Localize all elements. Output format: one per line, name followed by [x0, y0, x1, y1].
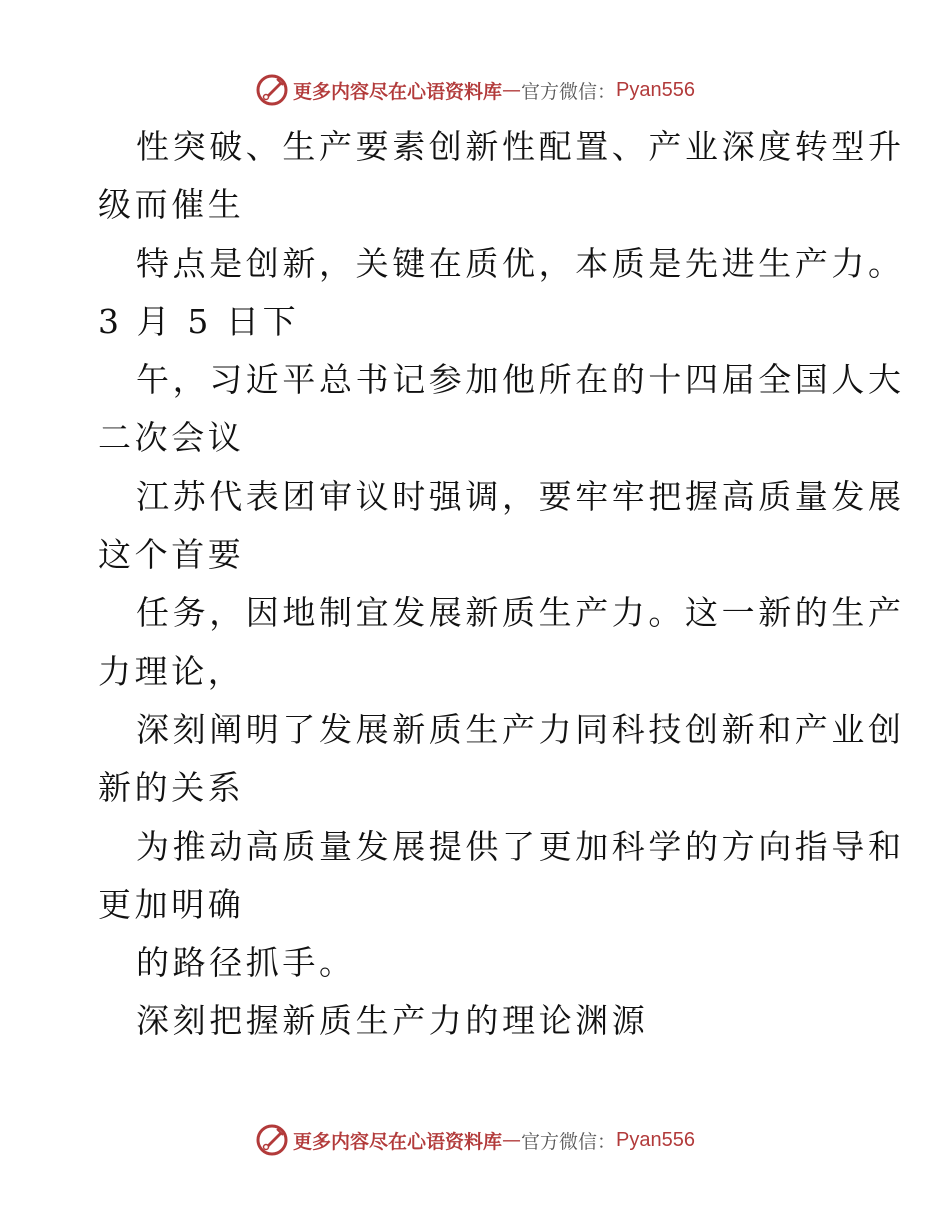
text-line: 午，习近平总书记参加他所在的十四届全国人大	[136, 360, 905, 400]
banner-wechat-id: Pyan556	[616, 1128, 695, 1151]
banner-separator: —	[502, 79, 522, 101]
text-line: 深刻阐明了发展新质生产力同科技创新和产业创	[136, 709, 905, 749]
banner-wechat-label: 官方微信：	[521, 1130, 617, 1153]
banner-site-text: 更多内容尽在心语资料库	[293, 80, 503, 103]
text-line: 更加明确	[98, 884, 245, 924]
document-body	[98, 118, 905, 1051]
text-line: 性突破、生产要素创新性配置、产业深度转型升	[136, 127, 905, 166]
text-line: 为推动高质量发展提供了更加科学的方向指导和	[136, 826, 905, 866]
text-line: 深刻把握新质生产力的理论渊源	[136, 1001, 649, 1041]
text-line: 江苏代表团审议时强调，要牢牢把握高质量发展	[136, 476, 905, 516]
text-line: 任务，因地制宜发展新质生产力。这一新的生产	[136, 593, 905, 633]
quill-logo-icon	[255, 1123, 289, 1157]
text-line: 这个首要	[98, 535, 245, 575]
text-line: 级而催生	[98, 185, 245, 225]
quill-logo-icon	[255, 73, 289, 107]
text-line: 新的关系	[98, 768, 245, 808]
text-line: 3 月 5 日下	[98, 301, 300, 341]
header-banner	[0, 70, 950, 110]
text-line: 的路径抓手。	[136, 943, 356, 983]
text-line: 特点是创新，关键在质优，本质是先进生产力。	[136, 243, 905, 283]
text-line: 力理论，	[98, 651, 245, 691]
banner-wechat-id: Pyan556	[616, 78, 695, 101]
text-line: 二次会议	[98, 418, 245, 458]
banner-separator: —	[502, 1129, 522, 1151]
footer-banner	[0, 1120, 950, 1160]
banner-site-text: 更多内容尽在心语资料库	[293, 1130, 503, 1153]
banner-wechat-label: 官方微信：	[521, 80, 617, 103]
